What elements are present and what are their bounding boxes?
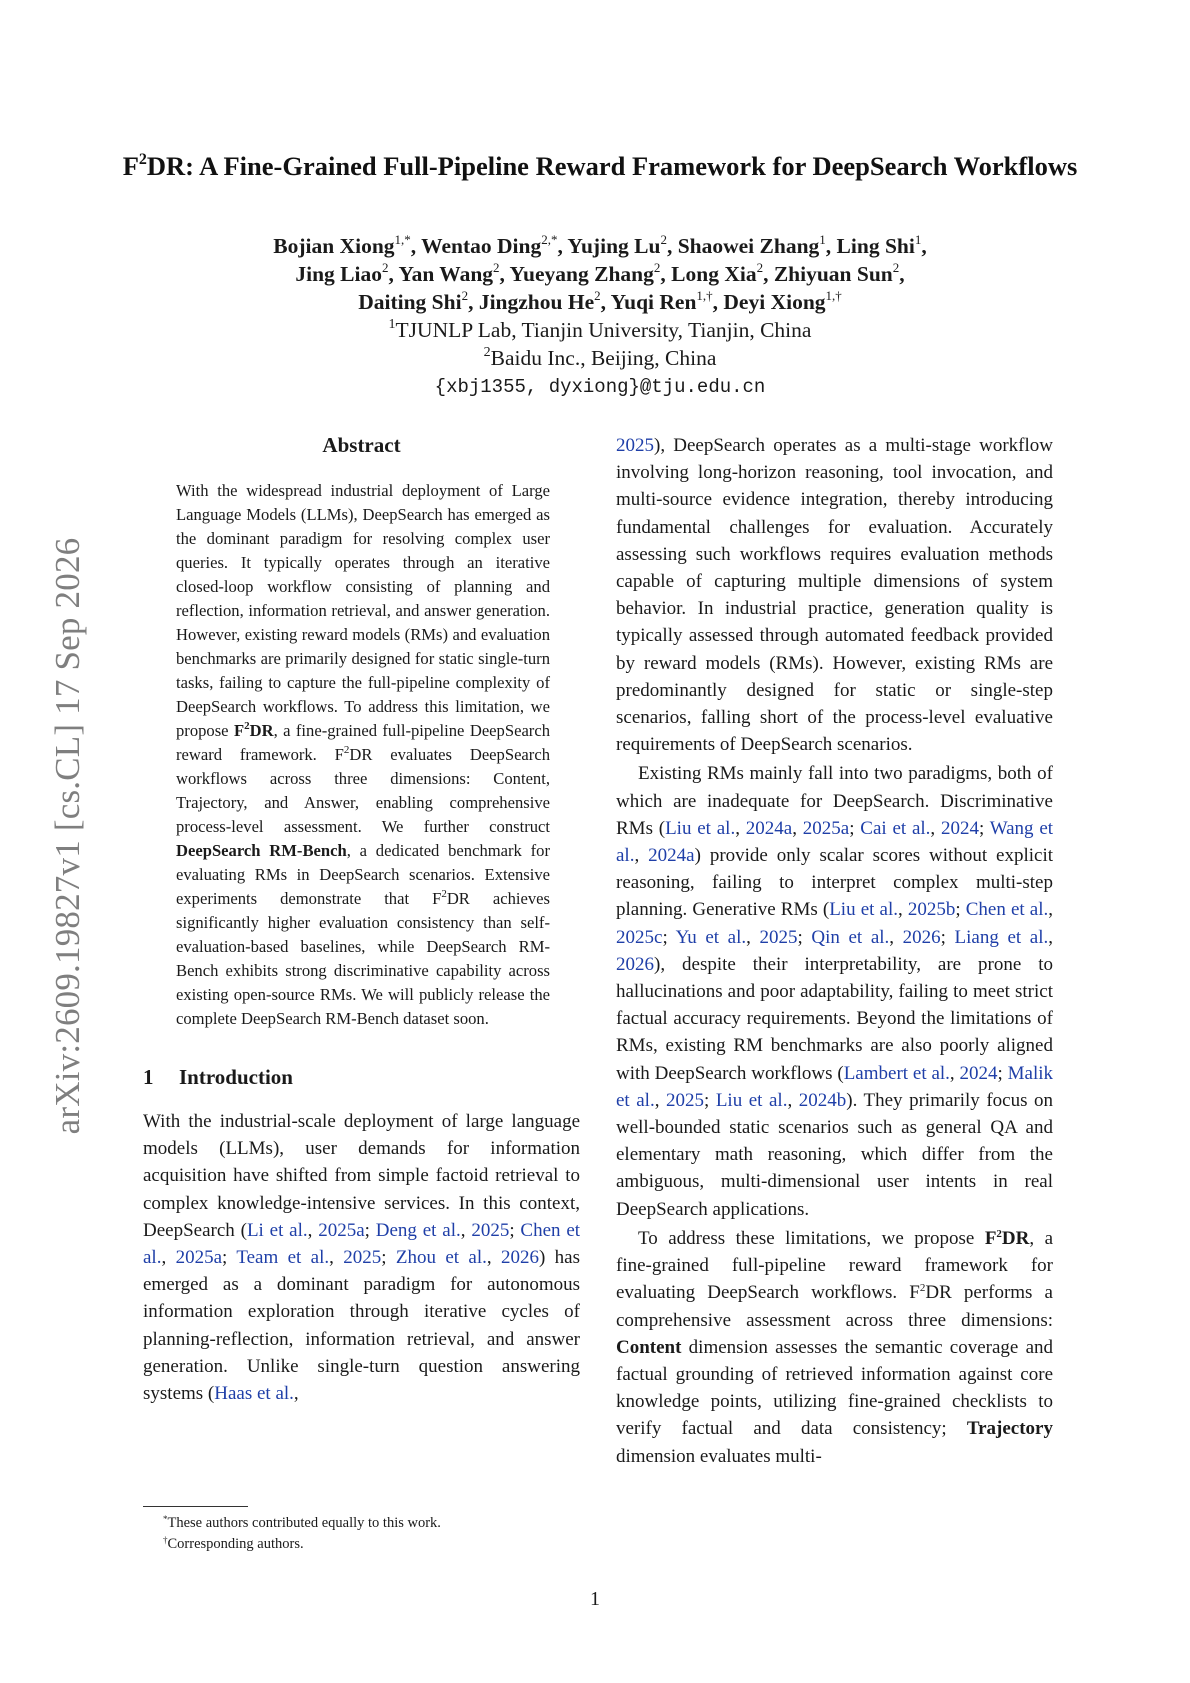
affiliation-text: Baidu Inc., Beijing, China — [490, 346, 717, 370]
citation-link[interactable]: Wang et al. — [616, 817, 1054, 867]
text-segment: Existing RMs mainly fall into two paradigms, both of which are inadequate for DeepSearch. Discriminative RMs ( — [616, 763, 1053, 839]
author-name: Shaowei Zhang — [677, 234, 820, 258]
citation-link[interactable]: Chen et al. — [965, 899, 1049, 921]
citation-link[interactable]: 2025 — [759, 926, 798, 948]
author-affiliation-mark: 2 — [493, 260, 500, 275]
f2dr-dr: DR — [249, 721, 274, 740]
section-title: Introduction — [179, 1065, 293, 1089]
abstract-heading: Abstract — [322, 433, 401, 457]
text-segment: ), DeepSearch operates as a multi-stage workflow involving long-horizon reasoning, tool invocation, and multi-source evidence integration, thereby introducing fundamental challenges for evaluation. Accurately assessing such workflows requires evaluation methods capable of capturing multiple dimensions of system behavior. In industrial practice, generation quality is typically assessed through automated feedback provided by reward models (RMs). However, existing RMs are predominantly designed for static or single-step scenarios, falling short of the process-level evaluative requirements of DeepSearch scenarios. — [616, 435, 1053, 756]
citation-link[interactable]: Malik et al. — [616, 1062, 1054, 1111]
f2dr-f: F — [233, 721, 245, 740]
text-segment: ; — [997, 1062, 1008, 1084]
text-segment: , — [293, 1383, 299, 1405]
citation-link[interactable]: Yu et al. — [675, 926, 747, 948]
citation-link[interactable]: 2025 — [343, 1247, 382, 1269]
citation-link[interactable]: 2025 — [471, 1219, 510, 1241]
text-segment: , — [746, 926, 760, 948]
title-text: DR: A Fine-Grained Full-Pipeline Reward Framework for DeepSearch Workflows — [146, 151, 1078, 181]
text-segment: ) has emerged as a dominant paradigm for autonomous information exploration through iterative cycles of planning-reflection, information retrieval, and answer generation. Unlike single-turn question answering systems ( — [143, 1247, 581, 1405]
author-affiliation-mark: 2,* — [541, 232, 558, 247]
author-line-2: Jing Liao$^2$, Yan Wang$^2$, Yueyang Zhang$^2$, Long Xia$^2$, Zhiyuan Sun$^2$, — [295, 260, 905, 286]
author-name: Jing Liao — [295, 262, 382, 286]
author-affiliation-mark: 2 — [653, 260, 661, 275]
citation-link[interactable]: Lambert et al. — [843, 1062, 950, 1084]
citation-link[interactable]: 2025 — [666, 1089, 705, 1111]
text-segment: , — [654, 1089, 667, 1111]
author-name: Yujing Lu — [567, 234, 661, 258]
text-segment: , a fine-grained full-pipeline reward framework for evaluating DeepSearch workflows. F — [616, 1227, 1054, 1304]
author-affiliation-mark: 2 — [381, 260, 389, 275]
footnote-mark: † — [163, 1535, 168, 1545]
proposal-paragraph — [616, 1225, 1053, 1470]
citation-link[interactable]: Team et al. — [236, 1247, 330, 1269]
author-name: Yan Wang — [398, 262, 494, 286]
text-segment: , — [930, 817, 941, 839]
f2dr-sup: 2 — [244, 720, 250, 732]
author-affiliation-mark: 1,* — [394, 232, 411, 247]
citation-link[interactable]: 2025a — [318, 1219, 365, 1241]
citation-link[interactable]: 2024 — [940, 817, 979, 839]
benchmark-name: DeepSearch RM-Bench — [176, 841, 347, 860]
text-segment: , — [329, 1247, 344, 1269]
text-segment: , — [1048, 926, 1053, 948]
text-segment: , — [889, 926, 903, 948]
abstract-segment: , a fine-grained full-pipeline DeepSearch reward framework. F — [176, 721, 550, 764]
author-affiliation-mark: 1 — [819, 232, 826, 247]
footnote-text: These authors contributed equally to this work. — [167, 1515, 441, 1531]
citation-link[interactable]: 2025b — [907, 899, 956, 921]
title-superscript: 2 — [138, 151, 147, 168]
superscript: 2 — [343, 744, 350, 756]
arxiv-stamp: arXiv:2609.19827v1 [cs.CL] 17 Sep 2026 — [48, 537, 87, 1135]
text-segment: ; — [364, 1219, 376, 1241]
text-segment: ; — [381, 1247, 396, 1269]
footnote-corresponding — [163, 1534, 563, 1555]
citation-link[interactable]: 2024b — [798, 1089, 847, 1111]
text-segment: ; — [849, 817, 861, 839]
citation-link[interactable]: Liu et al. — [665, 817, 736, 839]
citation-link[interactable]: 2026 — [902, 926, 941, 948]
author-name: Deyi Xiong — [723, 290, 826, 314]
abstract-segment: DR evaluates DeepSearch workflows across three dimensions: Content, Trajectory, and Answer, enabling comprehensive process-level assessment. We further construct — [176, 745, 550, 836]
text-segment: , — [307, 1219, 319, 1241]
citation-link[interactable]: Li et al. — [246, 1219, 308, 1241]
content-dimension-term: Content — [616, 1336, 682, 1358]
text-segment: ; — [978, 817, 990, 839]
author-name: Zhiyuan Sun — [773, 262, 893, 286]
author-affiliation-mark: 1 — [914, 232, 922, 247]
abstract-segment: , a dedicated benchmark for evaluating RMs in DeepSearch scenarios. Extensive experiments demonstrate that F — [176, 841, 550, 908]
citation-link[interactable]: Chen et al. — [143, 1219, 581, 1269]
footnotes — [163, 1513, 563, 1555]
title-prefix: F — [122, 151, 139, 181]
left-column — [143, 432, 580, 1407]
text-segment: DR performs a comprehensive assessment across three dimensions: — [616, 1282, 1053, 1331]
f2dr-sup: 2 — [996, 1227, 1002, 1240]
text-segment: dimension evaluates multi- — [616, 1445, 822, 1467]
author-name: Yuqi Ren — [610, 290, 697, 314]
author-name: Wentao Ding — [421, 234, 542, 258]
abstract-segment: DR achieves significantly higher evaluation consistency than self-evaluation-based baselines, while DeepSearch RM-Bench exhibits strong discriminative capability across existing open-source RMs. We will publicly release the complete DeepSearch RM-Bench dataset soon. — [176, 889, 550, 1028]
text-segment: , — [897, 899, 908, 921]
citation-link[interactable]: Liang et al. — [954, 926, 1049, 948]
citation-link[interactable]: Liu et al. — [715, 1089, 788, 1111]
author-name: Bojian Xiong — [273, 234, 395, 258]
section-number: 1 — [143, 1065, 154, 1089]
text-segment: ; — [955, 899, 966, 921]
citation-link[interactable]: Cai et al. — [860, 817, 931, 839]
affiliation-2 — [100, 344, 1100, 372]
citation-link[interactable]: Qin et al. — [811, 926, 890, 948]
page-number: 1 — [590, 1588, 600, 1610]
text-segment: ; — [940, 926, 955, 948]
affiliation-1 — [100, 316, 1100, 344]
citation-link[interactable]: 2024a — [648, 845, 695, 867]
author-affiliation-mark: 2 — [461, 288, 469, 303]
affiliation-mark: 2 — [483, 345, 491, 360]
footnote-equal-contribution — [163, 1513, 563, 1534]
text-segment: , — [735, 817, 746, 839]
intro-paragraph — [143, 1108, 580, 1407]
citation-link[interactable]: 2025c — [616, 926, 663, 948]
citation-link[interactable]: Liu et al. — [829, 899, 898, 921]
abstract-text — [176, 479, 550, 1031]
author-name: Jingzhou He — [478, 290, 595, 314]
text-segment: ). They primarily focus on well-bounded static scenarios such as general QA and elementary math reasoning, which differ from the ambiguous, multi-dimensional user intents in real DeepSearch applications. — [616, 1089, 1054, 1220]
citation-link[interactable]: 2024 — [959, 1062, 998, 1084]
author-affiliation-mark: 2 — [660, 232, 667, 247]
text-segment: ; — [509, 1219, 521, 1241]
citation-link[interactable]: 2025a — [802, 817, 850, 839]
right-column — [616, 432, 1053, 1470]
f2dr-f: F — [984, 1227, 997, 1249]
f2dr-dr: DR — [1001, 1227, 1030, 1249]
contact-email: {xbj1355, dyxiong}@tju.edu.cn — [434, 376, 766, 398]
f2dr-bold — [234, 721, 274, 740]
citation-link[interactable]: Deng et al. — [375, 1219, 461, 1241]
footnote-mark: * — [163, 1514, 168, 1524]
text-segment: , — [161, 1247, 176, 1269]
citation-link[interactable]: Haas et al. — [214, 1383, 294, 1405]
text-segment: ; — [797, 926, 812, 948]
affiliation-mark: 1 — [388, 317, 396, 332]
text-segment: , — [792, 817, 803, 839]
intro-paragraph-continued — [616, 432, 1053, 758]
text-segment: dimension assesses the semantic coverage and factual grounding of retrieved information against core knowledge points, utilizing fine-grained checklists to verify factual and data consistency; — [616, 1336, 1053, 1440]
author-affiliation-mark: 1,† — [696, 288, 713, 303]
text-segment: ; — [662, 926, 676, 948]
author-affiliation-mark: 2 — [892, 260, 900, 275]
text-segment: , — [949, 1062, 960, 1084]
superscript: 2 — [441, 888, 447, 900]
author-name: Yueyang Zhang — [509, 262, 654, 286]
f2dr-bold — [985, 1228, 1030, 1249]
text-segment: , — [787, 1089, 799, 1111]
author-name: Ling Shi — [836, 234, 915, 258]
text-segment: To address these limitations, we propose — [638, 1227, 985, 1249]
citation-link[interactable]: 2026 — [616, 953, 654, 975]
text-segment: ; — [222, 1247, 237, 1269]
text-segment: ; — [704, 1089, 716, 1111]
author-name: Daiting Shi — [358, 290, 462, 314]
section-heading — [143, 1064, 580, 1090]
citation-link[interactable]: 2025a — [175, 1247, 223, 1269]
author-affiliation-mark: 2 — [594, 288, 601, 303]
citation-link[interactable]: 2026 — [501, 1247, 539, 1269]
affiliation-text: TJUNLP Lab, Tianjin University, Tianjin, China — [395, 318, 812, 342]
rm-paradigms-paragraph — [616, 760, 1053, 1222]
text-segment: , — [486, 1247, 501, 1269]
paper-title — [100, 150, 1100, 183]
text-segment: ) provide only scalar scores without explicit reasoning, failing to interpret complex multi-step planning. Generative RMs ( — [616, 845, 1054, 921]
trajectory-dimension-term: Trajectory — [966, 1418, 1053, 1440]
footnote-text: Corresponding authors. — [167, 1536, 304, 1552]
author-name: Long Xia — [671, 262, 757, 286]
author-affiliation-mark: 2 — [756, 260, 764, 275]
text-segment: , — [1048, 899, 1054, 921]
text-segment: , — [634, 845, 649, 867]
text-segment: ), despite their interpretability, are prone to hallucinations and poor adaptability, failing to meet strict factual accuracy requirements. Beyond the limitations of RMs, existing RM benchmarks are also poorly aligned with DeepSearch workflows ( — [616, 953, 1053, 1084]
author-affiliation-mark: 1,† — [825, 288, 842, 303]
superscript: 2 — [919, 1282, 926, 1295]
text-segment: , — [460, 1219, 472, 1241]
citation-link[interactable]: Zhou et al. — [395, 1247, 487, 1269]
abstract-segment: With the widespread industrial deployment of Large Language Models (LLMs), DeepSearch has emerged as the dominant paradigm for resolving complex user queries. It typically operates through an iterative closed-loop workflow consisting of planning and reflection, information retrieval, and answer generation. However, existing reward models (RMs) and evaluation benchmarks are primarily designed for static single-turn tasks, failing to capture the full-pipeline complexity of DeepSearch workflows. To address this limitation, we propose — [176, 481, 550, 740]
author-line-1: Bojian Xiong$^{1,*}$, Wentao Ding$^{2,*}$, Yujing Lu$^2$, Shaowei Zhang$^1$, Ling Shi$^1$, — [273, 232, 927, 258]
citation-link[interactable]: 2025 — [616, 435, 654, 456]
author-line-3: Daiting Shi$^2$, Jingzhou He$^2$, Yuqi Ren$^{1,\dagger}$, Deyi Xiong$^{1,\dagger}$ — [358, 288, 842, 314]
footnote-rule — [143, 1506, 248, 1507]
author-block — [100, 232, 1100, 402]
text-segment: With the industrial-scale deployment of large language models (LLMs), user demands for information acquisition have shifted from simple factoid retrieval to complex knowledge-intensive services. In this context, DeepSearch ( — [143, 1111, 580, 1241]
citation-link[interactable]: 2024a — [745, 817, 793, 839]
